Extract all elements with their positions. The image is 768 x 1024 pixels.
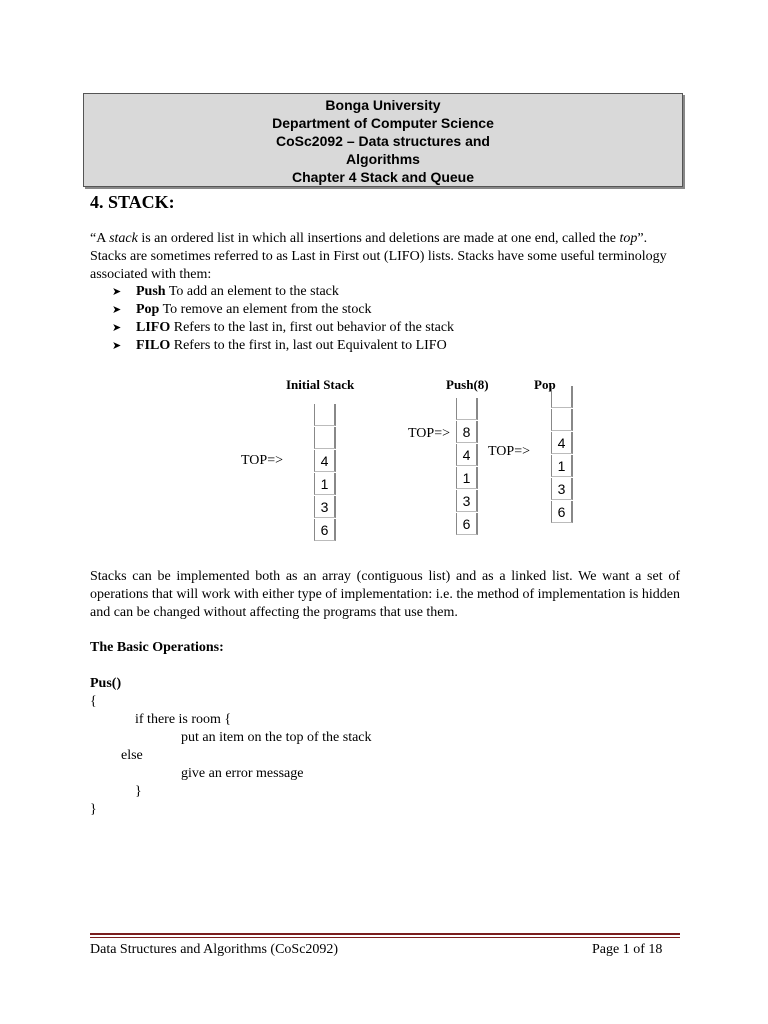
stack-cell: 6	[314, 519, 336, 541]
list-item	[112, 283, 454, 301]
stack-cell: 6	[456, 513, 478, 535]
code-put-line: put an item on the top of the stack	[181, 730, 372, 745]
intro-top-word: top	[619, 231, 638, 246]
pop-stack	[551, 386, 573, 524]
intro-quote-close: ”.	[637, 231, 648, 246]
code-if-line: if there is room {	[135, 712, 232, 727]
stack-cell: 8	[456, 421, 478, 443]
footer-rule-thin	[90, 937, 680, 938]
section-title: 4. STACK:	[90, 192, 175, 212]
stack-cell	[551, 409, 573, 431]
initial-stack	[314, 404, 336, 542]
document-header	[83, 93, 683, 187]
term-desc: To remove an element from the stock	[159, 302, 372, 317]
stack-cell	[456, 398, 478, 420]
stack-cell: 1	[456, 467, 478, 489]
initial-stack-caption: Initial Stack	[286, 377, 355, 392]
code-inner-close: }	[135, 784, 142, 799]
basic-operations-heading: The Basic Operations:	[90, 640, 224, 655]
stack-cell: 3	[456, 490, 478, 512]
push-caption: Push(8)	[446, 377, 489, 392]
stack-cell: 4	[456, 444, 478, 466]
arrow-bullet-icon: ➤	[112, 322, 122, 334]
term: FILO	[136, 338, 171, 353]
push-stack	[456, 398, 478, 536]
stack-cell	[314, 404, 336, 426]
intro-text1: is an ordered list in which all insertions and deletions are made at one end, called the	[137, 231, 620, 246]
term: LIFO	[136, 320, 171, 335]
footer-rule	[90, 933, 680, 935]
stack-cell: 1	[314, 473, 336, 495]
list-item	[112, 337, 454, 355]
stack-cell: 1	[551, 455, 573, 477]
term: Pop	[136, 302, 160, 317]
stack-cell	[314, 427, 336, 449]
code-else-line: else	[121, 748, 143, 763]
pop-caption: Pop	[534, 377, 556, 392]
footer-page-number: Page 1 of 18	[592, 942, 663, 957]
intro-text2: Stacks are sometimes referred to as Last in First out (LIFO) lists. Stacks have some useful terminology associated with them:	[90, 249, 667, 282]
stack-cell	[551, 386, 573, 408]
university-name: Bonga University	[325, 97, 441, 113]
intro-quote-open: “A	[90, 231, 110, 246]
department-name: Department of Computer Science	[272, 115, 494, 131]
implementation-paragraph: Stacks can be implemented both as an array (contiguous list) and as a linked list. We want a set of operations that will work with either type of implementation: i.e. the method of implementation is hidden and can be changed without affecting the programs that use them.	[90, 569, 680, 620]
list-item	[112, 301, 454, 319]
stack-cell: 4	[551, 432, 573, 454]
list-item	[112, 319, 454, 337]
footer-course: Data Structures and Algorithms (CoSc2092)	[90, 942, 339, 957]
term-desc: To add an element to the stack	[165, 284, 339, 299]
stack-cell: 4	[314, 450, 336, 472]
term-desc: Refers to the last in, first out behavior of the stack	[170, 320, 455, 335]
chapter-title: Chapter 4 Stack and Queue	[291, 169, 475, 185]
arrow-bullet-icon: ➤	[112, 304, 122, 316]
course-code-title: CoSc2092 – Data structures and	[276, 133, 490, 149]
term: Push	[136, 284, 166, 299]
stack-cell: 3	[314, 496, 336, 518]
code-open-brace: {	[90, 694, 97, 709]
code-close-brace: }	[90, 802, 97, 817]
code-function-name: Pus()	[90, 676, 122, 691]
intro-stack-word: stack	[109, 231, 138, 246]
terminology-list	[112, 283, 454, 355]
stack-cell: 6	[551, 501, 573, 523]
code-error-line: give an error message	[181, 766, 304, 781]
intro-paragraph	[90, 230, 680, 284]
pop-top-label: TOP=>	[488, 444, 530, 459]
arrow-bullet-icon: ➤	[112, 340, 122, 352]
term-desc: Refers to the first in, last out Equivalent to LIFO	[170, 338, 447, 353]
stack-cell: 3	[551, 478, 573, 500]
initial-top-label: TOP=>	[241, 453, 283, 468]
course-title-cont: Algorithms	[346, 151, 420, 167]
arrow-bullet-icon: ➤	[112, 286, 122, 298]
push-top-label: TOP=>	[408, 426, 450, 441]
